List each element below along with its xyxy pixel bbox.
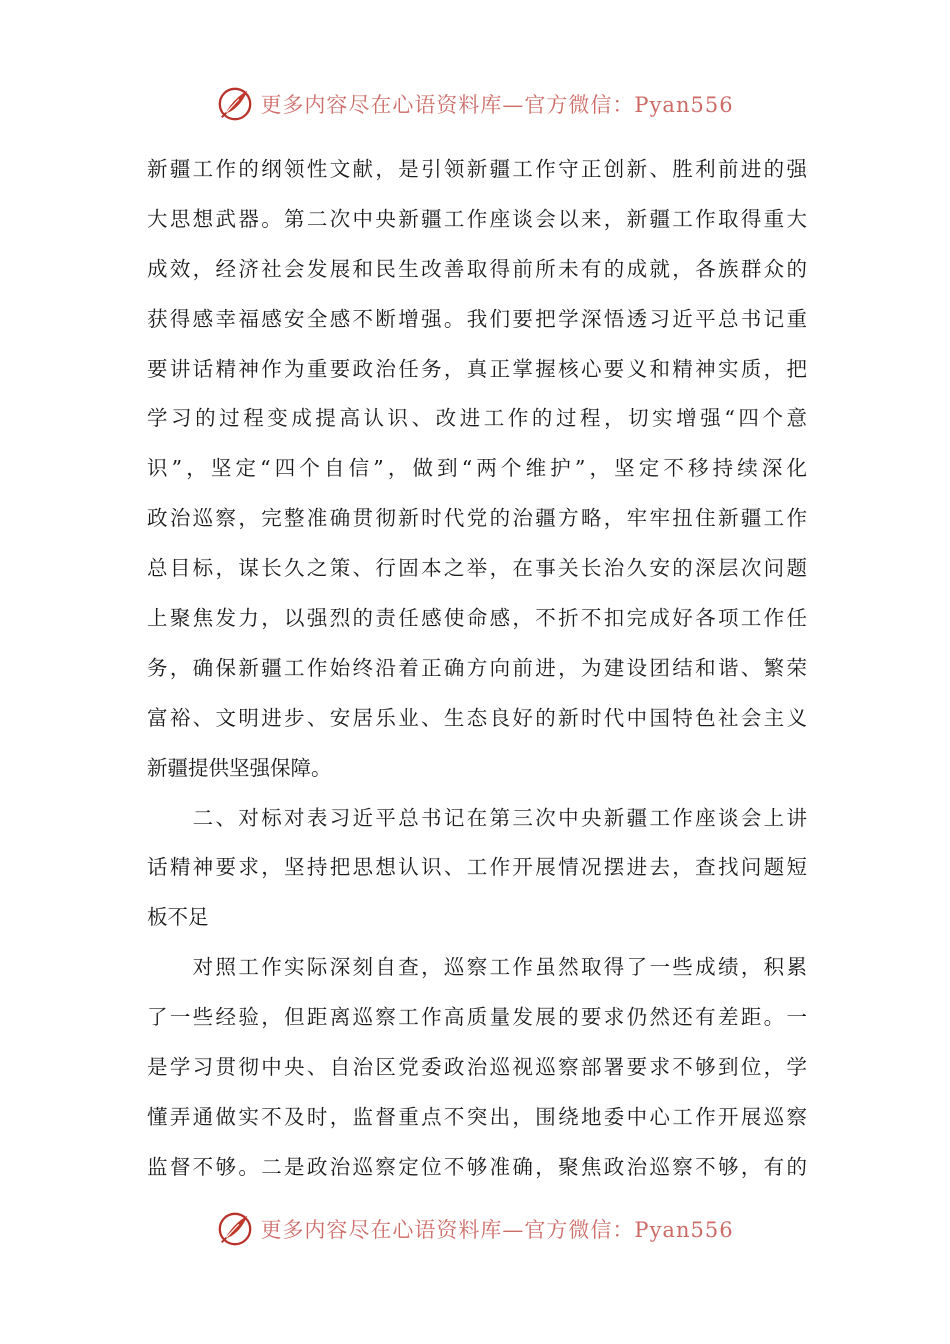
text-line: 要讲话精神作为重要政治任务，真正掌握核心要义和精神实质，把: [147, 356, 807, 381]
text-line: 总目标，谋长久之策、行固本之举，在事关长治久安的深层次问题: [147, 556, 807, 581]
text-line: 新疆提供坚强保障。: [147, 755, 332, 780]
text-line: 对照工作实际深刻自查，巡察工作虽然取得了一些成绩，积累: [147, 955, 807, 980]
header-banner: [0, 82, 950, 126]
text-line: 成效，经济社会发展和民生改善取得前所未有的成就，各族群众的: [147, 256, 807, 281]
text-line: 政治巡察，完整准确贯彻新时代党的治疆方略，牢牢扭住新疆工作: [147, 506, 807, 531]
document-body: [147, 145, 807, 1193]
text-line: 获得感幸福感安全感不断增强。我们要把学深悟透习近平总书记重: [147, 306, 807, 331]
text-line: 是学习贯彻中央、自治区党委政治巡视巡察部署要求不够到位，学: [147, 1055, 807, 1080]
footer-banner-text: 更多内容尽在心语资料库—官方微信：Pyan556: [260, 1218, 734, 1242]
text-line: 话精神要求，坚持把思想认识、工作开展情况摆进去，查找问题短: [147, 855, 807, 880]
text-line: 上聚焦发力，以强烈的责任感使命感，不折不扣完成好各项工作任: [147, 606, 807, 631]
feather-pen-logo-icon: [216, 1210, 254, 1248]
text-line: 了一些经验，但距离巡察工作高质量发展的要求仍然还有差距。一: [147, 1005, 807, 1030]
text-line: 懂弄通做实不及时，监督重点不突出，围绕地委中心工作开展巡察: [147, 1104, 807, 1129]
text-line: 学习的过程变成提高认识、改进工作的过程，切实增强“四个意: [147, 406, 807, 431]
text-line: 大思想武器。第二次中央新疆工作座谈会以来，新疆工作取得重大: [147, 206, 807, 231]
paragraph: [147, 943, 807, 1192]
text-line: 务，确保新疆工作始终沿着正确方向前进，为建设团结和谐、繁荣: [147, 655, 807, 680]
text-line: 二、对标对表习近平总书记在第三次中央新疆工作座谈会上讲: [147, 805, 807, 830]
footer-banner: [0, 1207, 950, 1251]
text-line: 富裕、文明进步、安居乐业、生态良好的新时代中国特色社会主义: [147, 705, 807, 730]
paragraph: [147, 145, 807, 794]
text-line: 监督不够。二是政治巡察定位不够准确，聚焦政治巡察不够，有的: [147, 1154, 807, 1179]
text-line: 板不足: [147, 905, 209, 930]
feather-pen-logo-icon: [216, 85, 254, 123]
text-line: 新疆工作的纲领性文献，是引领新疆工作守正创新、胜利前进的强: [147, 157, 807, 181]
header-banner-text: 更多内容尽在心语资料库—官方微信：Pyan556: [260, 93, 734, 117]
text-line: 识”，坚定“四个自信”，做到“两个维护”，坚定不移持续深化: [147, 456, 807, 481]
paragraph-heading: [147, 794, 807, 944]
